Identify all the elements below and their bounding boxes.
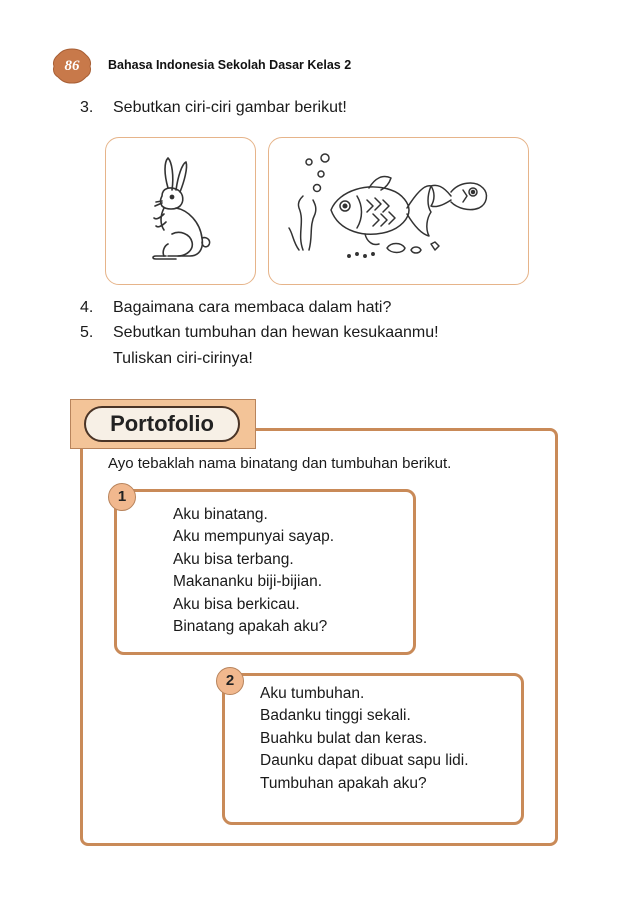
riddle-line: Aku mempunyai sayap. <box>173 528 335 546</box>
question-text: Tuliskan ciri-cirinya! <box>113 350 253 367</box>
question-text: Sebutkan tumbuhan dan hewan kesukaanmu! <box>113 324 439 341</box>
question-text: Bagaimana cara membaca dalam hati? <box>113 299 392 316</box>
rabbit-illustration <box>106 138 255 284</box>
page-number: 86 <box>64 58 80 74</box>
portfolio-label: Portofolio <box>84 406 240 442</box>
riddle-number-badge: 2 <box>216 667 244 695</box>
question-number: 4. <box>80 299 94 316</box>
fish-image-frame <box>268 137 529 285</box>
riddle-line: Badanku tinggi sekali. <box>260 707 411 725</box>
riddle-line: Daunku dapat dibuat sapu lidi. <box>260 752 469 770</box>
riddle-1-text <box>173 504 334 638</box>
question-number: 5. <box>80 324 94 341</box>
riddle-line: Tumbuhan apakah aku? <box>260 774 427 792</box>
question-5 <box>80 324 560 346</box>
riddle-line: Binatang apakah aku? <box>173 618 328 636</box>
riddle-line: Buahku bulat dan keras. <box>260 729 428 747</box>
question-number: 3. <box>80 99 94 116</box>
portfolio-tab <box>70 399 256 449</box>
riddle-number-badge: 1 <box>108 483 136 511</box>
rabbit-image-frame <box>105 137 256 285</box>
question-5-continued <box>80 350 560 372</box>
riddle-line: Makananku biji-bijian. <box>173 573 323 591</box>
question-text: Sebutkan ciri-ciri gambar berikut! <box>113 99 347 116</box>
riddle-line: Aku tumbuhan. <box>260 685 365 702</box>
riddle-2-text <box>260 683 469 795</box>
header-title: Bahasa Indonesia Sekolah Dasar Kelas 2 <box>108 58 352 72</box>
riddle-line: Aku bisa terbang. <box>173 550 294 568</box>
question-3 <box>80 99 500 121</box>
portfolio-intro: Ayo tebaklah nama binatang dan tumbuhan berikut. <box>108 455 452 472</box>
riddle-line: Aku binatang. <box>173 506 268 523</box>
page-number-badge <box>52 48 92 84</box>
riddle-line: Aku bisa berkicau. <box>173 595 300 613</box>
question-4 <box>80 299 560 321</box>
fish-illustration <box>269 138 528 284</box>
